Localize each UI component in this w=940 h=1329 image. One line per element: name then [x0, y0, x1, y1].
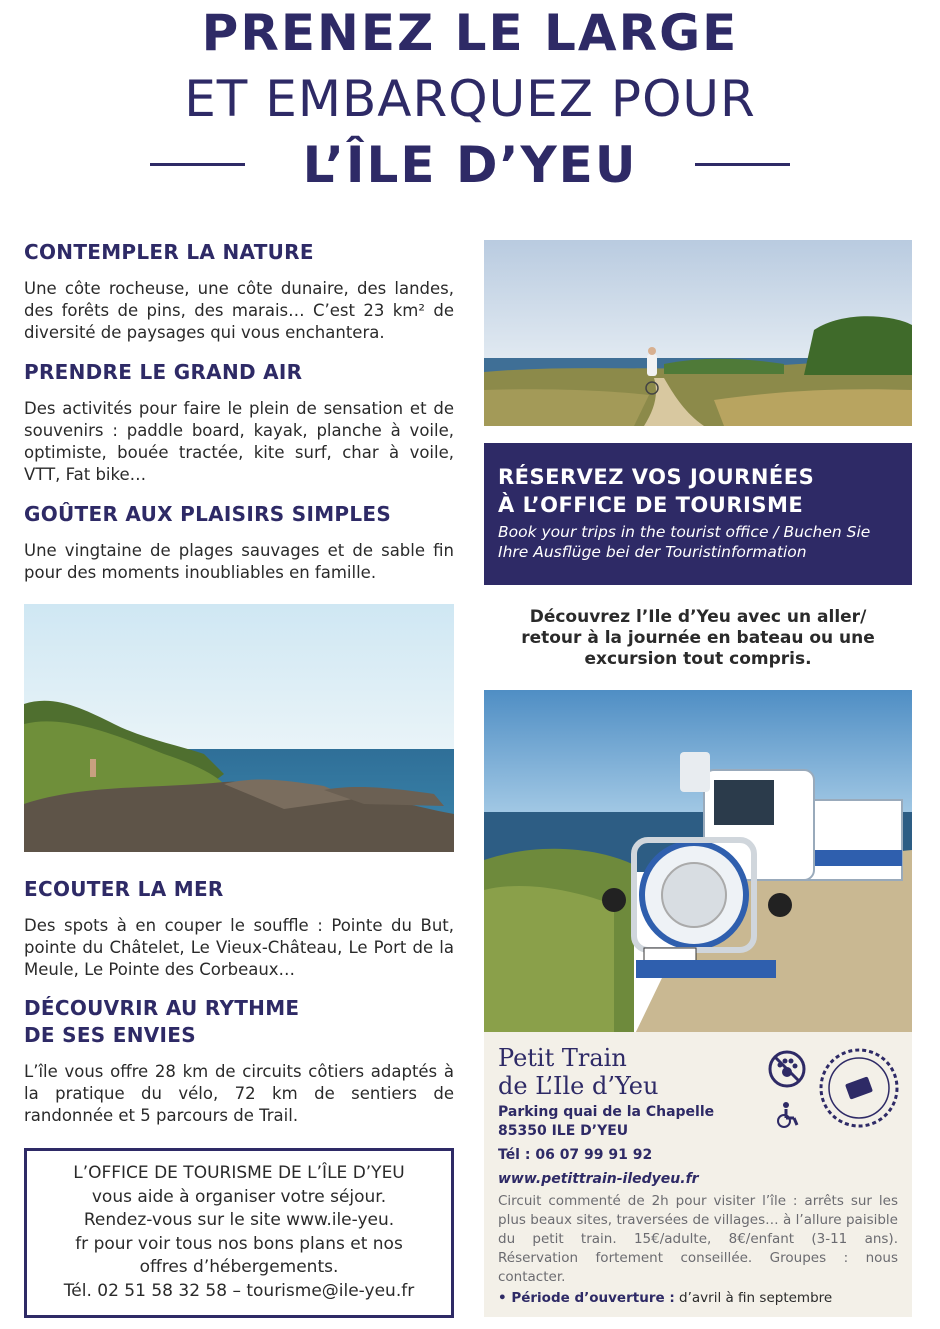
contact-line-1: L’OFFICE DE TOURISME DE L’ÎLE D’YEU [73, 1163, 405, 1183]
section-body-plaisirs: Une vingtaine de plages sauvages et de sable fin pour des moments inoubliables en famille. [24, 541, 454, 582]
section-body-nature: Une côte rocheuse, une côte dunaire, des landes, des forêts de pins, des marais… C’est 23 km² de diversité de paysages qui vous enchantera. [24, 279, 454, 342]
no-pets-icon [767, 1049, 807, 1089]
banner-line-1: RÉSERVEZ VOS JOURNÉES [498, 465, 815, 489]
banner-line-2: À L’OFFICE DE TOURISME [498, 493, 804, 517]
train-description: Circuit commenté de 2h pour visiter l’île : arrêts sur les plus beaux sites, traversées de villages… à l’allure paisible du petit train. 15€/adulte, 8€/enfant (3-11 ans). Réservation fortement conseillée. Groupes : nous contacter. [498, 1193, 898, 1285]
headline-line-2: ET EMBARQUEZ POUR [184, 70, 756, 128]
discover-line-2: retour à la journée en bateau ou une [521, 628, 875, 648]
section-body-mer: Des spots à en couper le souffle : Pointe du But, pointe du Châtelet, Le Vieux-Château, Le Port de la Meule, Le Pointe des Corbeaux… [24, 916, 454, 979]
discover-text [484, 607, 912, 670]
section-title-rythme-1: DÉCOUVRIR AU RYTHME [24, 996, 300, 1020]
train-title-2: de L’Ile d’Yeu [498, 1072, 659, 1100]
train-period [498, 1290, 832, 1306]
train-title-1: Petit Train [498, 1044, 627, 1072]
contact-line-6[interactable]: Tél. 02 51 58 32 58 – tourisme@ile-yeu.fr [63, 1280, 415, 1301]
cyclist-photo [484, 240, 912, 426]
train-address-2: 85350 ILE D’YEU [498, 1123, 629, 1139]
section-body-rythme: L’île vous offre 28 km de circuits côtiers adaptés à la pratique du vélo, 72 km de sentiers de randonnée et 5 parcours de Trail. [24, 1062, 454, 1125]
coast-photo [24, 604, 454, 852]
section-title-rythme-2: DE SES ENVIES [24, 1023, 196, 1047]
reservation-stamp-icon [817, 1040, 901, 1140]
headline-line-1: PRENEZ LE LARGE [201, 4, 739, 62]
discover-line-1: Découvrez l’Ile d’Yeu avec un aller/ [529, 607, 867, 627]
train-phone[interactable]: Tél : 06 07 99 91 92 [498, 1147, 653, 1163]
banner-subtitle: Book your trips in the tourist office / Buchen Sie Ihre Ausflüge bei der Touristinformation [498, 523, 871, 561]
discover-line-3: excursion tout compris. [584, 649, 812, 669]
rule-left [150, 163, 245, 166]
train-address-1: Parking quai de la Chapelle [498, 1104, 715, 1120]
wheelchair-icon [772, 1100, 802, 1130]
train-photo [484, 690, 912, 1036]
section-title-grand-air: PRENDRE LE GRAND AIR [24, 360, 303, 384]
contact-line-3[interactable]: Rendez-vous sur le site www.ile-yeu. [83, 1210, 395, 1230]
contact-line-5: offres d’hébergements. [139, 1257, 339, 1277]
contact-line-4: fr pour voir tous nos bons plans et nos [75, 1233, 403, 1254]
section-title-plaisirs: GOÛTER AUX PLAISIRS SIMPLES [24, 502, 392, 526]
tourism-office-box [24, 1148, 454, 1318]
period-label: • Période d’ouverture : [498, 1290, 675, 1306]
train-info-panel [484, 1032, 912, 1317]
section-body-grand-air: Des activités pour faire le plein de sensation et de souvenirs : paddle board, kayak, planche à voile, optimiste, bouée tractée, kite surf, char à voile, VTT, Fat bike… [24, 399, 454, 484]
period-value: d’avril à fin septembre [674, 1290, 833, 1306]
headline-line-3-row [150, 136, 790, 196]
headline-line-3: L’ÎLE D’YEU [302, 136, 638, 194]
section-title-mer: ECOUTER LA MER [24, 877, 224, 901]
section-title-nature: CONTEMPLER LA NATURE [24, 240, 314, 264]
rule-right [695, 163, 790, 166]
train-website-link[interactable]: www.petittrain-iledyeu.fr [498, 1171, 699, 1187]
reservation-banner [484, 443, 912, 585]
contact-line-2: vous aide à organiser votre séjour. [91, 1186, 387, 1207]
